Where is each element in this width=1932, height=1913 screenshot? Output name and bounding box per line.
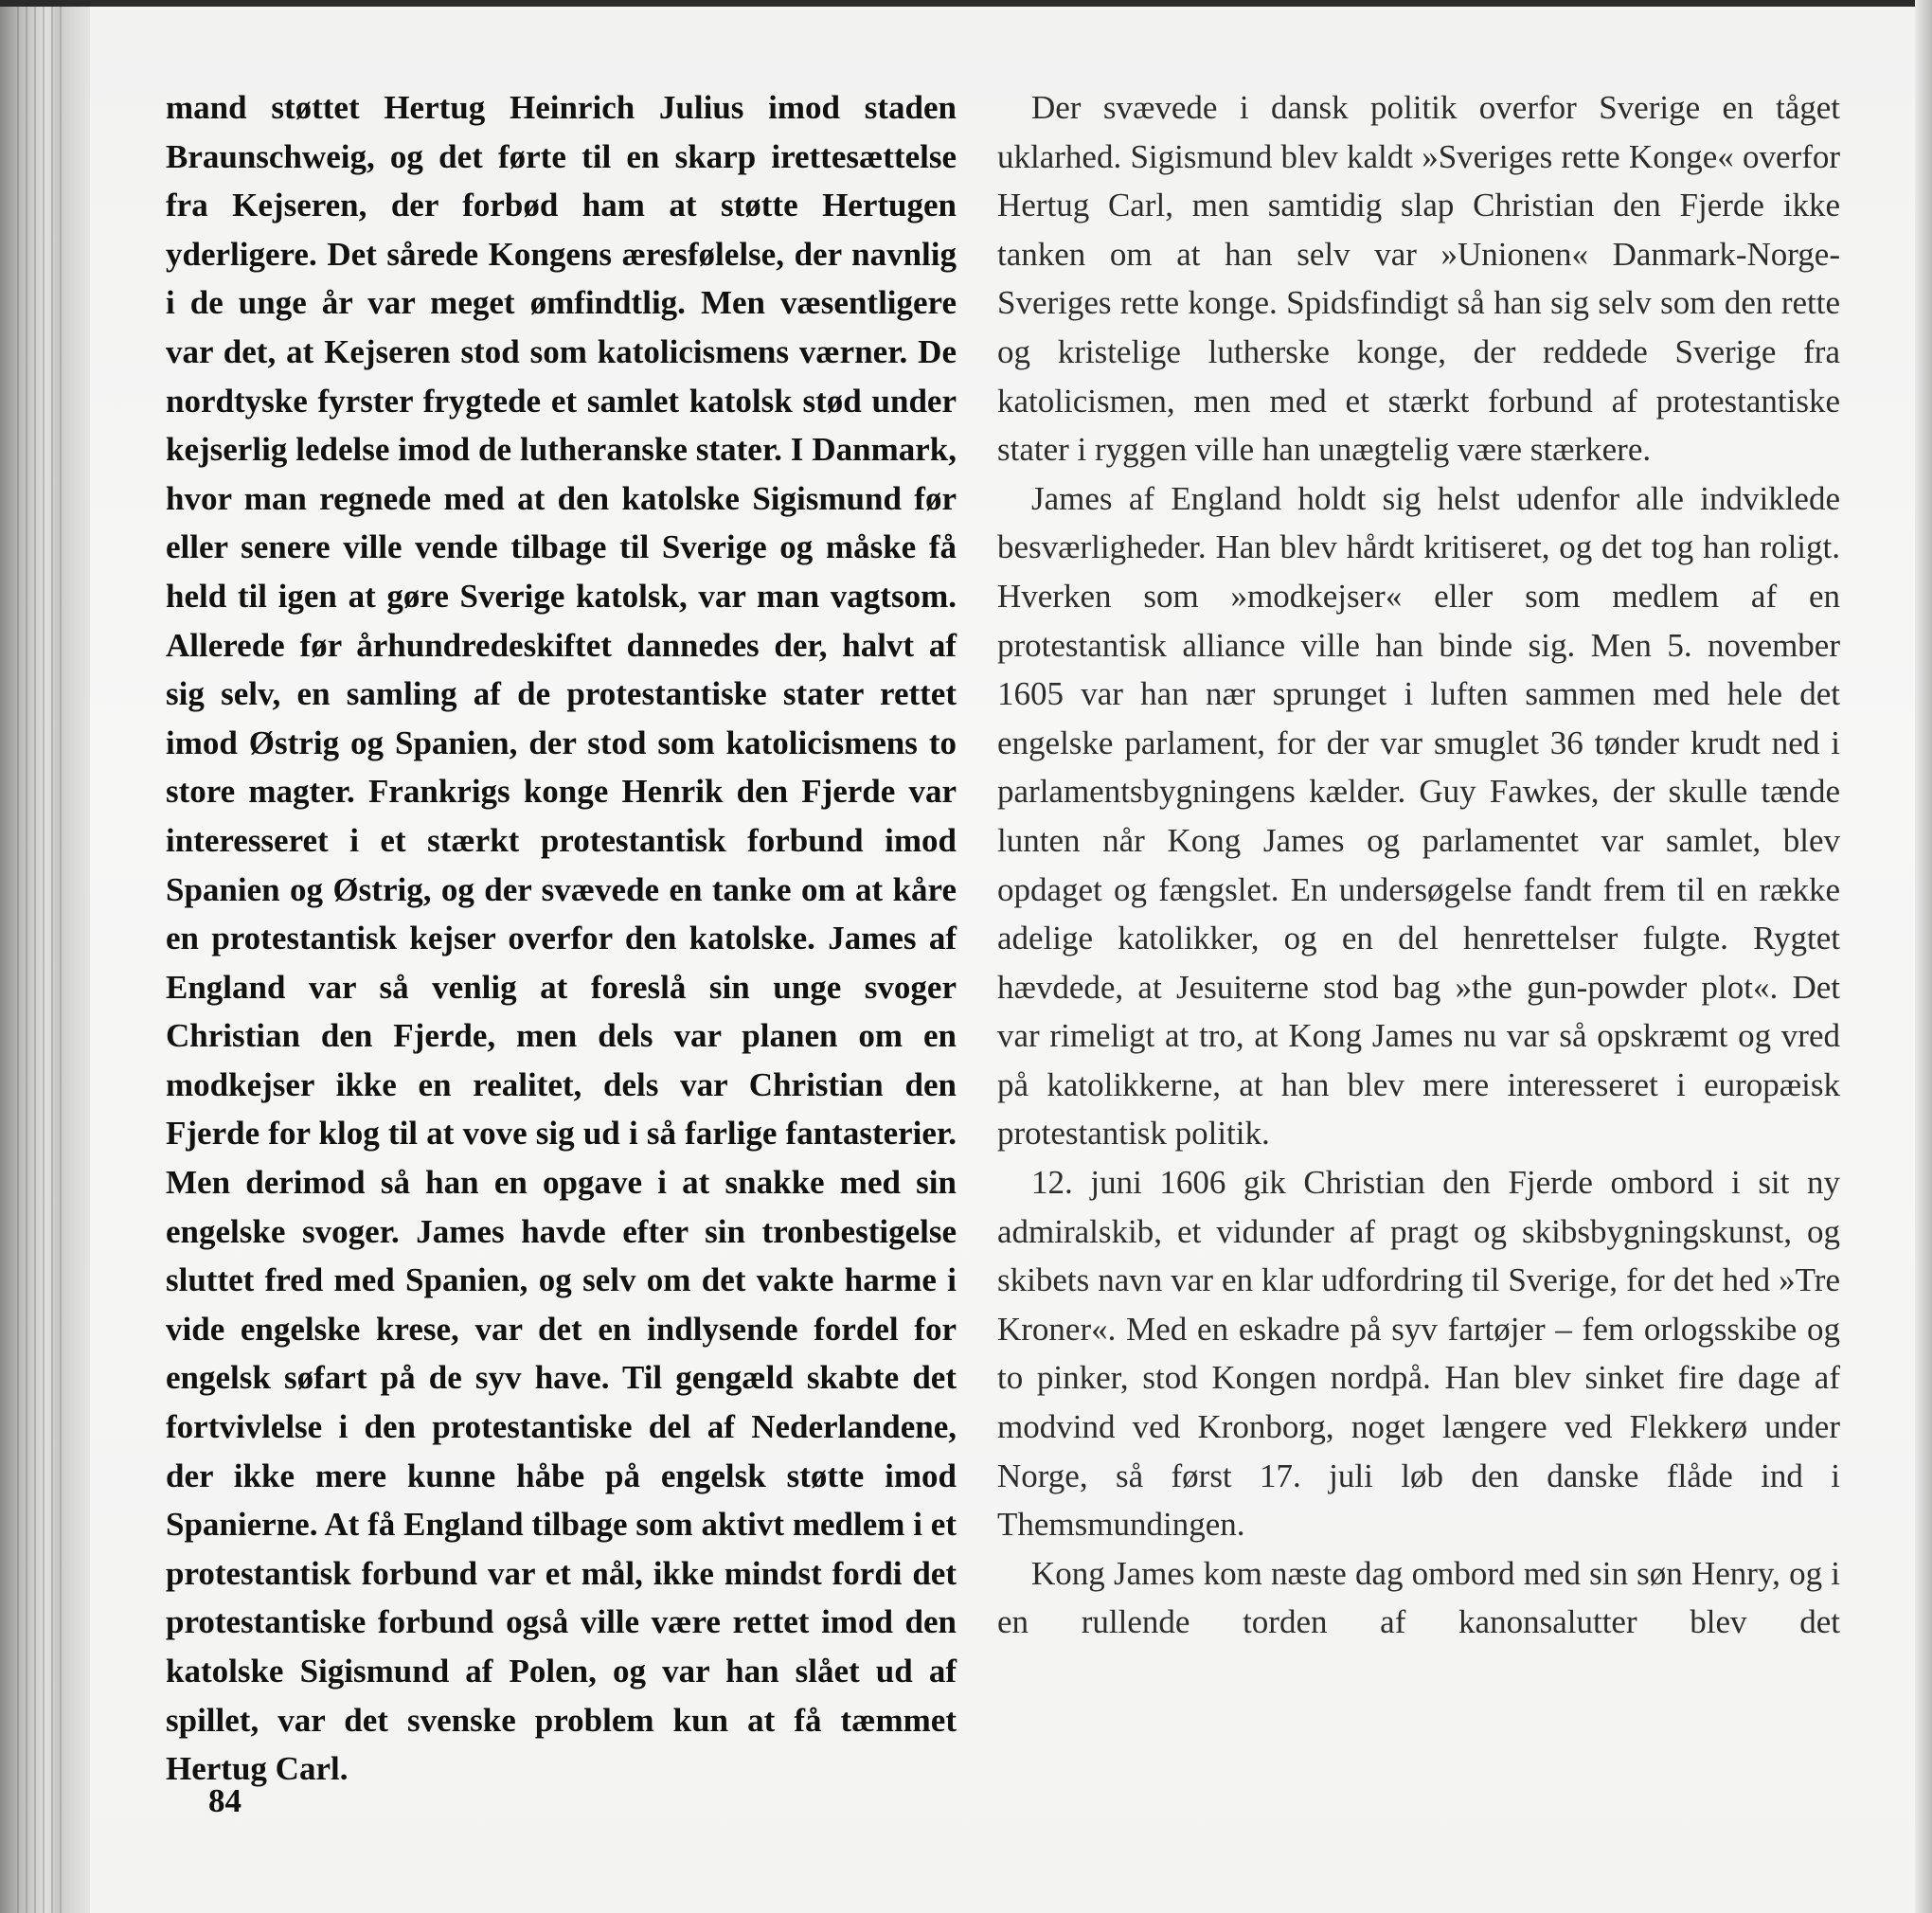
right-paragraph-3: 12. juni 1606 gik Christian den Fjerde ombord i sit ny admiralskib, et vidunder af pragt og skibsbygningskunst, og skibets navn var en klar udfordring til Sverige, for det hed »Tre Kroner«. Med en eskadre på syv fartøjer – fem orlogsskibe og to pinker, stod Kongen nordpå. Han blev sinket fire dage af modvind ved Kronborg, noget længere ved Flekkerø under Norge, så først 17. juli løb den danske flåde ind i Themsmundingen. <box>997 1164 1840 1544</box>
right-paragraph-2: James af England holdt sig helst udenfor alle indviklede besværligheder. Han blev hårdt kritiseret, og det tog han roligt. Hverken som »modkejser« eller som medlem af en protestantisk alliance ville han binde sig. Men 5. november 1605 var han nær sprunget i luften sammen med hele det engelske parlament, for der var smuglet 36 tønder krudt ned i parlamentsbygningens kælder. Guy Fawkes, der skulle tænde lunten når Kong James og parlamentet var samlet, blev opdaget og fængslet. En undersøgelse fandt frem til en række adelige katolikker, og en del henrettelser fulgte. Rygtet hævdede, at Jesuiterne stod bag »the gun-powder plot«. Det var rimeligt at tro, at Kong James nu var så opskræmt og vred på katolikkerne, at han blev mere interesseret i europæisk protestantisk politik. <box>997 479 1840 1153</box>
right-page-edge <box>1915 0 1932 1913</box>
page-edges <box>17 0 64 1913</box>
right-column <box>997 83 1840 1647</box>
page-number: 84 <box>208 1782 242 1819</box>
right-paragraph-4: Kong James kom næste dag ombord med sin søn Henry, og i en rullende torden af kanonsalutter blev det <box>997 1554 1840 1641</box>
left-column <box>166 83 957 1794</box>
top-edge-shadow <box>0 0 1932 7</box>
right-paragraph-1: Der svævede i dansk politik overfor Sverige en tåget uklarhed. Sigismund blev kaldt »Sveriges rette Konge« overfor Hertug Carl, men samtidig slap Christian den Fjerde ikke tanken om at han selv var »Unionen« Danmark-Norge-Sveriges rette konge. Spidsfindigt så han sig selv som den rette og kristelige lutherske konge, der reddede Sverige fra katolicismen, men med et stærkt forbund af protestantiske stater i ryggen ville han unægtelig være stærkere. <box>997 89 1840 469</box>
left-paragraph-1: mand støttet Hertug Heinrich Julius imod staden Braunschweig, og det førte til en skarp irettesættelse fra Kejseren, der forbød ham at støtte Hertugen yderligere. Det sårede Kongens æresfølelse, der navnlig i de unge år var meget ømfindtlig. Men væsentligere var det, at Kejseren stod som katolicismens værner. De nordtyske fyrster frygtede et samlet katolsk stød under kejserlig ledelse imod de lutheranske stater. I Danmark, hvor man regnede med at den katolske Sigismund før eller senere ville vende tilbage til Sverige og måske få held til igen at gøre Sverige katolsk, var man vagtsom. Allerede før århundredeskiftet dannedes der, halvt af sig selv, en samling af de protestantiske stater rettet imod Østrig og Spanien, der stod som katolicismens to store magter. Frankrigs konge Henrik den Fjerde var interesseret i et stærkt protestantisk forbund imod Spanien og Østrig, og der svævede en tanke om at kåre en protestantisk kejser overfor den katolske. James af England var så venlig at foreslå sin unge svoger Christian den Fjerde, men dels var planen om en modkejser ikke en realitet, dels var Christian den Fjerde for klog til at vove sig ud i så farlige fantasterier. Men derimod så han en opgave i at snakke med sin engelske svoger. James havde efter sin tronbestigelse sluttet fred med Spanien, og selv om det vakte harme i vide engelske krese, var det en indlysende fordel for engelsk søfart på de syv have. Til gengæld skabte det fortvivlelse i den protestantiske del af Nederlandene, der ikke mere kunne håbe på engelsk støtte imod Spanierne. At få England tilbage som aktivt medlem i et protestantisk forbund var et mål, ikke mindst fordi det protestantiske forbund også ville være rettet imod den katolske Sigismund af Polen, og var han slået ud af spillet, var det svenske problem kun at få tæmmet Hertug Carl. <box>166 89 957 1788</box>
